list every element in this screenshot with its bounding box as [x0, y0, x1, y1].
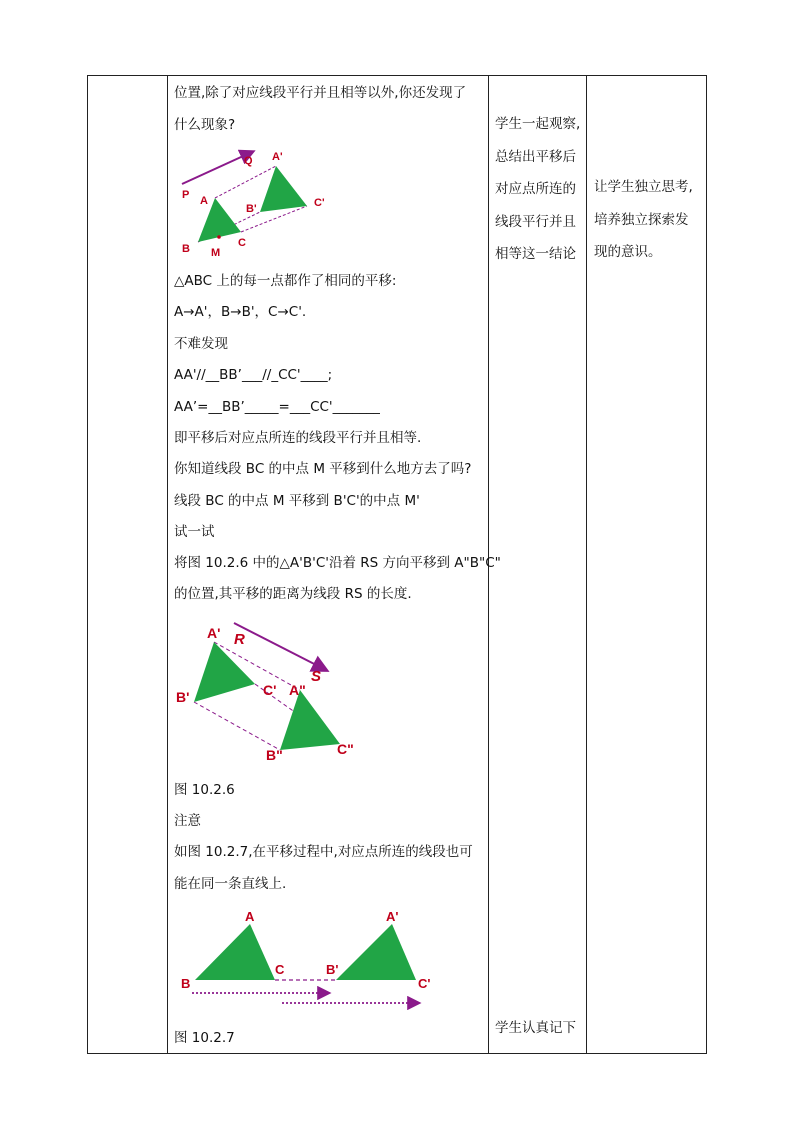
student-activity-column — [495, 108, 585, 271]
label-q: Q — [244, 155, 253, 167]
pq-arrow — [182, 152, 252, 184]
text-line: △ABC 上的每一点都作了相同的平移: — [174, 273, 397, 289]
triangle-a1b1c1 — [194, 642, 255, 702]
text-line: 位置,除了对应线段平行并且相等以外,你还发现了 — [174, 85, 467, 101]
text-line: 试一试 — [174, 524, 215, 540]
text-line: 即平移后对应点所连的线段平行并且相等. — [174, 430, 422, 446]
label-c2: C" — [337, 741, 354, 757]
figure-caption: 图 10.2.7 — [174, 1030, 235, 1046]
text-line: 对应点所连的 — [495, 181, 576, 197]
label-a: A — [245, 909, 255, 924]
table-top-border — [87, 75, 707, 76]
triangle-a1b1c1 — [260, 166, 307, 212]
label-c: C — [238, 237, 246, 249]
label-a1: A' — [386, 909, 399, 924]
triangle-a1b1c1 — [336, 924, 416, 980]
label-p: P — [182, 189, 190, 201]
table-bottom-border — [87, 1053, 707, 1054]
label-a: A — [200, 195, 208, 207]
student-note: 学生认真记下 — [495, 1020, 576, 1036]
label-m: M — [211, 247, 221, 259]
triangle-a2b2c2 — [280, 690, 340, 750]
label-a1: A' — [272, 151, 283, 163]
label-b1: B' — [326, 962, 339, 977]
figure-10-2-7 — [170, 906, 440, 1012]
text-line: 相等这一结论 — [495, 246, 576, 262]
text-line: 能在同一条直线上. — [174, 876, 287, 892]
table-left-border — [87, 75, 88, 1054]
label-c: C — [275, 962, 285, 977]
label-b2: B" — [266, 747, 283, 763]
text-line: 现的意识。 — [594, 244, 662, 260]
text-line: 如图 10.2.7,在平移过程中,对应点所连的线段也可 — [174, 844, 473, 860]
label-c1: C' — [418, 976, 431, 991]
design-intent-column — [594, 171, 704, 269]
text-line: A→A'，B→B'，C→C'. — [174, 304, 307, 320]
text-line: 你知道线段 BC 的中点 M 平移到什么地方去了吗? — [174, 461, 472, 477]
text-line: 将图 10.2.6 中的△A'B'C'沿着 RS 方向平移到 A"B"C" — [174, 555, 501, 571]
text-line: AA'//__BB’___//_CC'____; — [174, 367, 333, 383]
figure-10-2-6 — [170, 616, 370, 766]
text-line: 什么现象? — [174, 117, 236, 133]
text-line: 不难发现 — [174, 336, 228, 352]
label-a1: A' — [207, 625, 221, 641]
label-a2: A" — [289, 682, 306, 698]
label-r: R — [234, 631, 245, 648]
triangle-abc — [195, 924, 275, 980]
col-divider-3 — [586, 75, 587, 1054]
col-divider-1 — [167, 75, 168, 1054]
text-line: 线段平行并且 — [495, 213, 576, 230]
text-line: 让学生独立思考, — [594, 179, 693, 195]
label-b1: B' — [246, 203, 257, 215]
text-line: 培养独立探索发 — [594, 211, 689, 228]
text-line: AA’=__BB’_____=___CC'_______ — [174, 399, 380, 415]
text-line: 总结出平移后 — [495, 148, 576, 165]
figure-translation-abc — [170, 146, 340, 262]
text-line: 线段 BC 的中点 M 平移到 B'C'的中点 M' — [174, 493, 420, 509]
label-c1: C' — [314, 197, 325, 209]
text-line: 的位置,其平移的距离为线段 RS 的长度. — [174, 586, 412, 602]
label-b1: B' — [176, 689, 190, 705]
text-line: 注意 — [174, 813, 201, 829]
label-b: B — [181, 976, 191, 991]
label-s: S — [311, 668, 322, 685]
rs-arrow — [234, 623, 326, 670]
table-right-border — [706, 75, 707, 1054]
label-b: B — [182, 243, 190, 255]
text-line: 学生一起观察, — [495, 116, 581, 132]
label-c1: C' — [263, 682, 277, 698]
figure-caption: 图 10.2.6 — [174, 782, 235, 798]
